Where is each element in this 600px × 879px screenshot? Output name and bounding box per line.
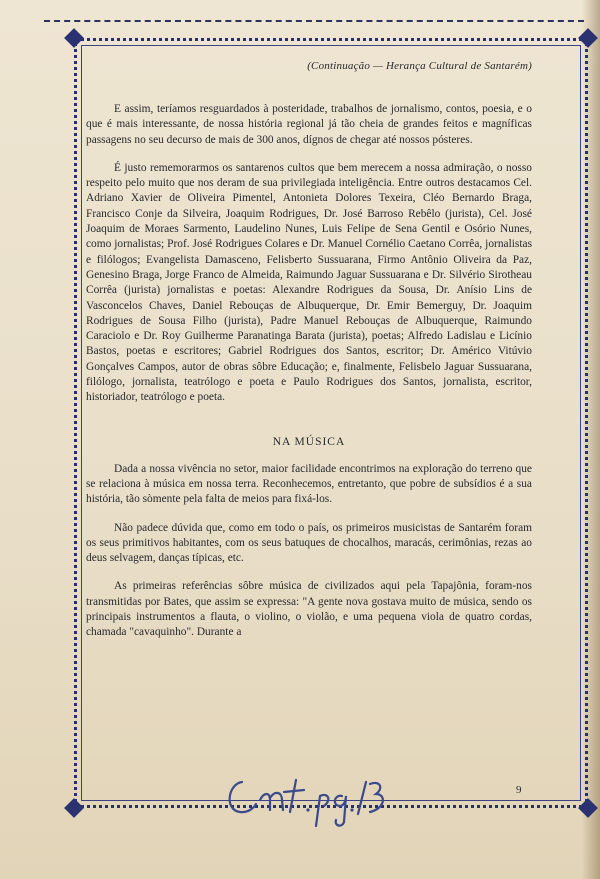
- handwritten-note: [220, 770, 420, 830]
- page-number: 9: [516, 784, 522, 796]
- handwritten-note-text: Cont. pg. 13: [220, 770, 225, 771]
- music-paragraph-2: Não padece dúvida que, como em todo o país, os primeiros musicistas de Santarém foram os seus primitivos habitantes, com os seus batuques de chocalhos, maracás, cerimônias, rezas ao deus selvagem, danças típicas, etc.: [86, 521, 532, 565]
- music-paragraph-1: Dada a nossa vivência no setor, maior facilidade encontrimos na exploração do terreno que se relaciona à música em nossa terra. Reconhecemos, entretanto, que pobre de subsídios é a sua história, tão sòmente pela falta de meios para fixá-los.: [86, 462, 532, 506]
- article-body: [86, 60, 532, 654]
- top-rule: [44, 20, 584, 22]
- paragraph-1: E assim, teríamos resguardados à posteridade, trabalhos de jornalismo, contos, poesia, e o que é mais interessante, de nossa história regional já tão cheia de grandes feitos e magníficas passagens no seu decurso de mais de 300 anos, dígnos de chegar até nossos pósteres.: [86, 103, 532, 146]
- music-paragraph-3: As primeiras referências sôbre música de civilizados aqui pela Tapajônia, foram-nos transmitidas por Bates, que assim se expressa: "A gente nova gostava muito de música, sendo os principais instrumentos a flauta, o violino, o violão, e uma pequena viola de quatro cordas, chamada "cavaquinho". Durante a: [86, 580, 532, 639]
- running-header: (Continuação — Herança Cultural de Santarém): [307, 60, 532, 72]
- section-title: NA MÚSICA: [272, 435, 346, 448]
- handwritten-note-graphic: [220, 770, 420, 830]
- paragraph-2: É justo rememorarmos os santarenos cultos que bem merecem a nossa admiração, o nosso respeito pelo muito que nos deram de sua privilegiada inteligência. Entre outros destacamos Cel. Adriano Xavier de Oliveira Pimentel, Antonieta Dolores Texeira, Cléo Bernardo Braga, Francisco Conje da Silveira, Joaquim Rodrigues, Dr. José Barroso Rebêlo (jurista), Cel. José Joaquim de Moraes Sarmento, Laudelino Nunes, Luis Felipe de Sena Gentil e Osório Nunes, como jornalistas; Prof. José Rodrigues Colares e Dr. Manuel Cornélio Caetano Corrêa, jornalistas e filólogos; Evangelista Damasceno, Felisberto Sussuarana, Firmo Antônio Oliveira da Paz, Genesino Braga, Jorge Franco de Almeida, Raimundo Jaguar Sussuarana e Dr. Silvério Sirotheau Corrêa (jurista) jornalistas e poetas: Alexandre Rodrigues da Sousa, Dr. Anísio Lins de Vasconcelos Chaves, Daniel Rebouças de Albuquerque, Dr. Emir Bemerguy, Dr. Joaquim Rodrigues de Sousa Filho (jurista), Padre Manuel Rebouças de Albuquerque, Raimundo Caraciolo e Dr. Roy Guilherme Paranatinga Barata (jurista), poetas; Alfredo Ladislau e Licínio Bastos, poetas e escritores; Gabriel Rodrigues dos Santos, escritor; Dr. Américo Vitúvio Gonçalves Campos, autor de obras sôbre Educação; e, finalmente, Felisbelo Jaguar Sussuarana, filólogo, jornalista, teatrólogo e poeta e Paulo Rodrigues dos Santos, jornalista, escritor, historiador, teatrólogo e poeta.: [86, 161, 532, 404]
